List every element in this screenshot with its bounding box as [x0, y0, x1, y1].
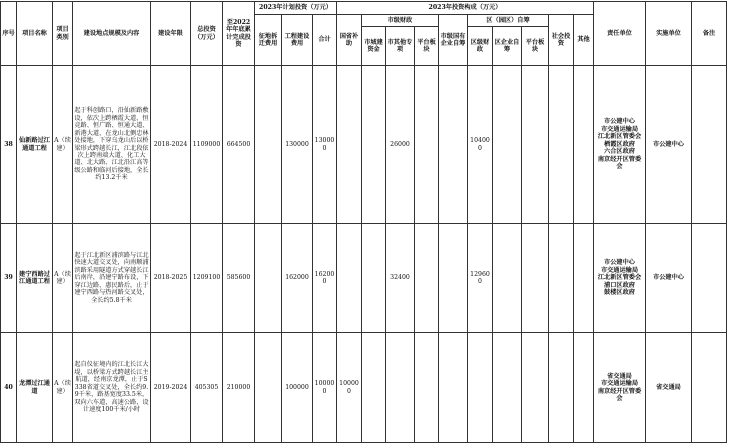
cell-remark [692, 333, 727, 443]
header-category: 项目类别 [53, 2, 73, 66]
cell-national [337, 66, 362, 224]
header-done2022: 至2022年年底累计完成投资 [223, 2, 255, 66]
table-row [1, 224, 727, 333]
header-district-fiscal: 区级财政 [468, 27, 493, 66]
cell-city-platform [415, 224, 439, 333]
cell-years: 2019-2024 [151, 333, 191, 443]
cell-remark [692, 66, 727, 224]
header-social: 社会投资 [549, 15, 574, 66]
cell-other [574, 333, 594, 443]
header-district-platform: 平台板块 [522, 27, 549, 66]
cell-district-enterprise [493, 333, 522, 443]
cell-resp: 市公建中心 市交通运输局 江北新区管委会 浦口区政府 鼓楼区政府 [594, 224, 646, 333]
cell-district-platform [522, 66, 549, 224]
cell-name: 仙新路过江通道工程 [17, 66, 53, 224]
cell-other [574, 66, 594, 224]
cell-national: 100000 [337, 333, 362, 443]
header-location: 建设地点规模及内容 [73, 2, 151, 66]
cell-city-other [386, 333, 415, 443]
cell-done2022: 210000 [223, 333, 255, 443]
cell-city-self [439, 224, 468, 333]
header-city-other: 市其他专项 [386, 27, 415, 66]
cell-location: 起自仪征境内的江北长江大堤，以桥梁方式跨越长江主航道，经南京龙潭，止于S338省道交叉处，全长约9.9千米，路基宽度33.5米，双向六车道，高速公路，设计速度100千米/小时 [73, 333, 151, 443]
cell-land [255, 224, 282, 333]
cell-impl: 市公建中心 [646, 224, 692, 333]
header-plan2023: 2023年计划投资（万元） [255, 2, 337, 15]
cell-done2022: 664500 [223, 66, 255, 224]
cell-category: A（续建） [53, 66, 73, 224]
cell-city-build [362, 224, 386, 333]
cell-city-self [439, 333, 468, 443]
cell-sum: 162000 [313, 224, 337, 333]
cell-district-fiscal [468, 333, 493, 443]
cell-city-platform [415, 333, 439, 443]
header-city-platform: 平台板块 [415, 27, 439, 66]
cell-district-fiscal: 129600 [468, 224, 493, 333]
cell-sum: 130000 [313, 66, 337, 224]
cell-other [574, 224, 594, 333]
cell-name: 龙潭过江通道 [17, 333, 53, 443]
cell-city-platform [415, 66, 439, 224]
cell-remark [692, 224, 727, 333]
cell-social [549, 333, 574, 443]
header-name: 项目名称 [17, 2, 53, 66]
header-city-fiscal: 市级财政 [362, 15, 439, 27]
cell-city-build [362, 333, 386, 443]
header-land: 征地拆迁费用 [255, 15, 282, 66]
cell-location: 起于江北新区浦滨路与江北快速大道交叉处，向南顺浦滨路采用隧道方式穿越长江后南岸，沿建宁路布设，下穿江边路、惠民路后，止于建宁西路与热河路交叉处，全长约5.8千米 [73, 224, 151, 333]
header-district-self: 区（园区）自筹 [468, 15, 549, 27]
cell-seq: 40 [1, 333, 17, 443]
cell-social [549, 66, 574, 224]
cell-district-platform [522, 224, 549, 333]
cell-impl: 市公建中心 [646, 66, 692, 224]
header-national: 国省补助 [337, 15, 362, 66]
cell-works: 130000 [282, 66, 313, 224]
cell-total: 405305 [191, 333, 223, 443]
investment-table [0, 1, 727, 443]
cell-done2022: 585600 [223, 224, 255, 333]
cell-sum: 100000 [313, 333, 337, 443]
header-years: 建设年限 [151, 2, 191, 66]
cell-district-platform [522, 333, 549, 443]
cell-district-enterprise [493, 224, 522, 333]
cell-city-other: 26000 [386, 66, 415, 224]
cell-impl: 省交通局 [646, 333, 692, 443]
header-total: 总投资（万元） [191, 2, 223, 66]
cell-resp: 省交通局 市交通运输局 南京经开区管委会 [594, 333, 646, 443]
header-sum: 合计 [313, 15, 337, 66]
cell-city-other: 32400 [386, 224, 415, 333]
table-row [1, 333, 727, 443]
cell-years: 2018-2025 [151, 224, 191, 333]
header-works: 工程建设费用 [282, 15, 313, 66]
cell-name: 建宁西路过江通道工程 [17, 224, 53, 333]
cell-district-fiscal: 104000 [468, 66, 493, 224]
cell-category: A（续建） [53, 224, 73, 333]
cell-resp: 市公建中心 市交通运输局 江北新区管委会 栖霞区政府 六合区政府 南京经开区管委会 [594, 66, 646, 224]
cell-national [337, 224, 362, 333]
cell-land [255, 333, 282, 443]
cell-city-self [439, 66, 468, 224]
header-other: 其他 [574, 15, 594, 66]
cell-total: 1109000 [191, 66, 223, 224]
header-city-build: 市城建资金 [362, 27, 386, 66]
cell-district-enterprise [493, 66, 522, 224]
header-impl: 实施单位 [646, 2, 692, 66]
header-city-self: 市级国有企业自筹 [439, 15, 468, 66]
cell-total: 1209100 [191, 224, 223, 333]
header-resp: 责任单位 [594, 2, 646, 66]
cell-works: 100000 [282, 333, 313, 443]
cell-works: 162000 [282, 224, 313, 333]
cell-social [549, 224, 574, 333]
cell-years: 2018-2024 [151, 66, 191, 224]
cell-seq: 39 [1, 224, 17, 333]
cell-city-build [362, 66, 386, 224]
header-district-enterprise: 区企业自筹 [493, 27, 522, 66]
header-composition: 2023年投资构成（万元） [337, 2, 594, 15]
cell-location: 起于科创路口，沿仙新路敷设，依次上跨栖霞大道、恒竞路、恒广路、恒通大道、新港大道，在龙山北侧忠林处接地，下穿乌龙山后以桥梁形式跨越长江，江北段依次上跨南端大道、化工大道、北大路、江北沿江高等级公路和临河后接地，全长约13.2千米 [73, 66, 151, 224]
header-seq: 序号 [1, 2, 17, 66]
cell-land [255, 66, 282, 224]
cell-seq: 38 [1, 66, 17, 224]
header-remark: 备注 [692, 2, 727, 66]
table-row [1, 66, 727, 224]
cell-category: A（续建） [53, 333, 73, 443]
